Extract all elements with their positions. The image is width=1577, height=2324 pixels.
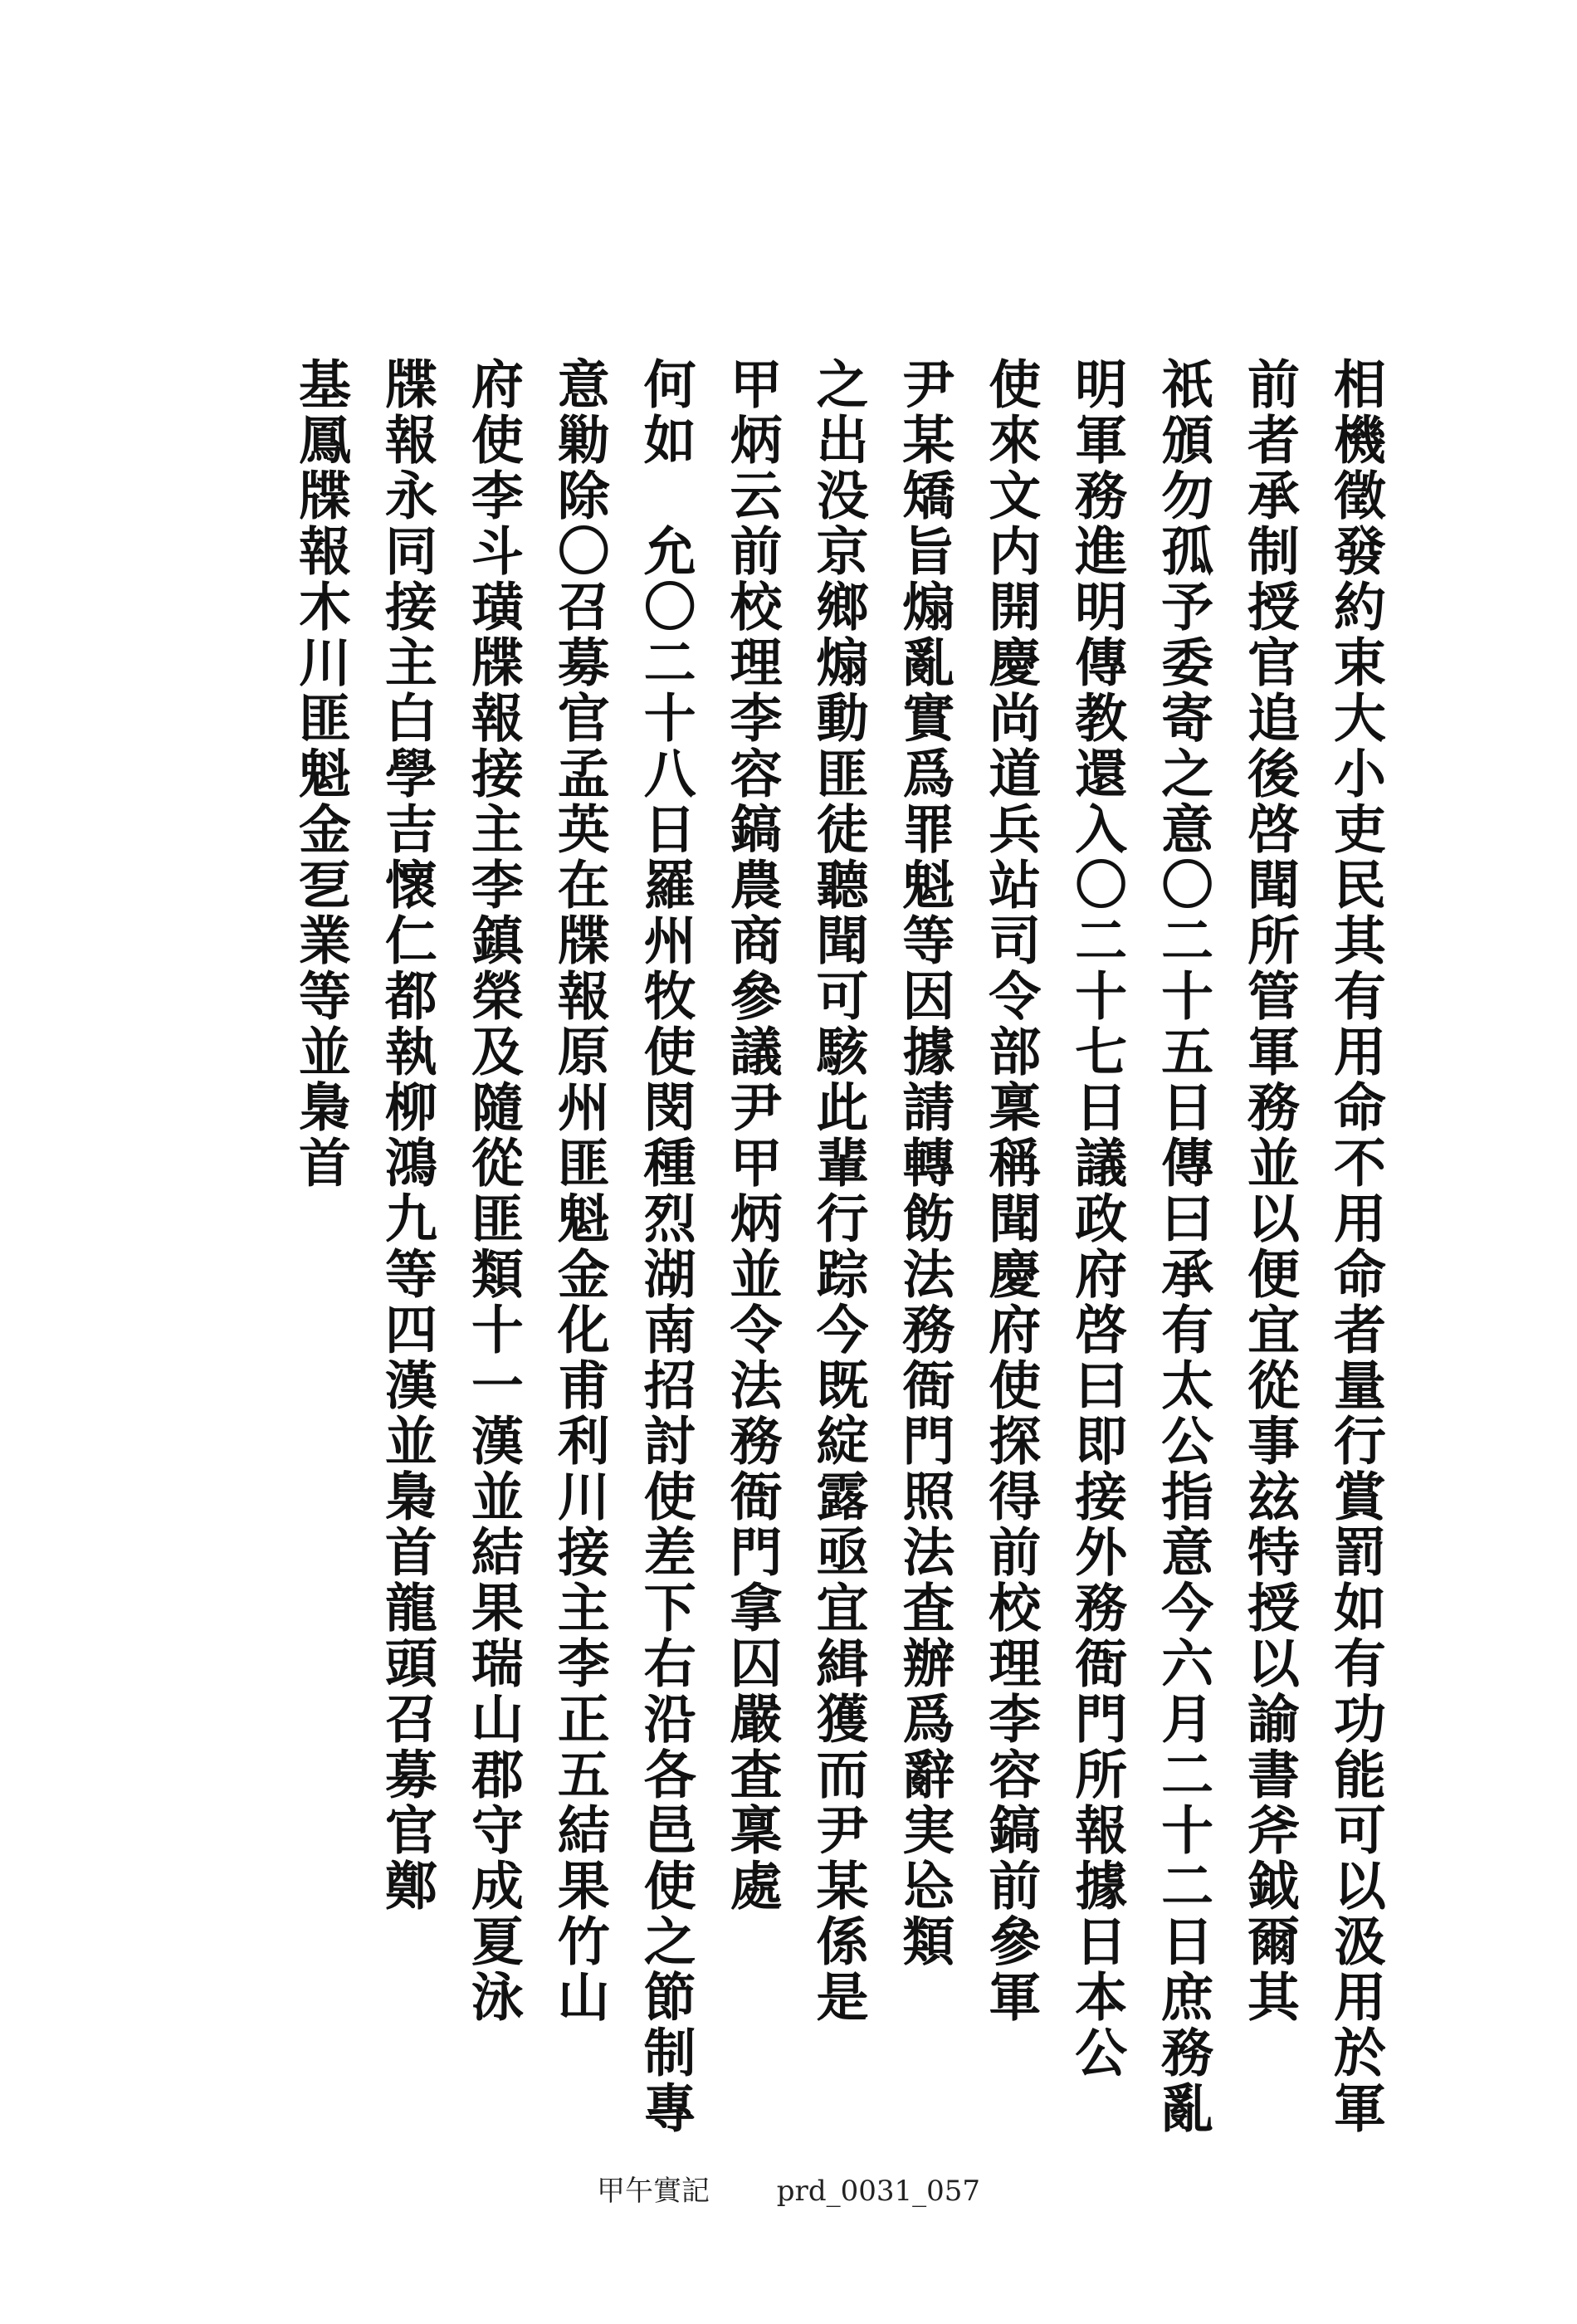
text-column: 意勦除〇召募官孟英在牒報原州匪魁金化甫利川接主李正五結果竹山 (549, 357, 611, 2025)
text-column: 使來文内開慶尚道兵站司令部稟稱聞慶府使探得前校理李容鎬前參軍 (980, 357, 1042, 2025)
text-column: 何如 允〇二十八日羅州牧使閔種烈湖南招討使差下右沿各邑使之節制專 (635, 357, 697, 2136)
text-column: 之出没京鄉煽動匪徒聽聞可駭此輩行踪今既綻露亟宜緝獲而尹某係是 (808, 357, 870, 2025)
page-id: prd_0031_057 (776, 2175, 981, 2208)
text-column: 相機徵發約束大小吏民其有用命不用命者量行賞罰如有功能可以汲用於軍 (1325, 357, 1387, 2136)
text-column: 基鳳牒報木川匪魁金乭業等並梟首 (290, 357, 352, 1191)
vertical-text-block (290, 357, 1387, 2136)
text-column: 牒報永同接主白學吉懷仁都執柳鴻九等四漢並梟首龍頭召募官鄭 (376, 357, 438, 1914)
text-column: 尹某矯旨煽亂實爲罪魁等因據請轉飭法務衙門照法査辦爲辭実㤀類 (894, 357, 956, 1970)
text-column: 府使李斗璜牒報接主李鎮榮及隨從匪類十一漢並結果瑞山郡守成夏泳 (462, 357, 525, 2025)
page-footer (0, 2168, 1577, 2209)
text-column: 前者承制授官追後啓聞所管軍務並以便宜從事玆特授以諭書斧鉞爾其 (1238, 357, 1301, 2025)
book-title: 甲午實記 (596, 2175, 710, 2208)
text-column: 明軍務進明傳教還入〇二十七日議政府啓曰即接外務衙門所報據日本公 (1067, 357, 1129, 2081)
text-column: 祇頒勿孤予委寄之意〇二十五日傳曰承有太公指意今六月二十二日庶務亂 (1153, 357, 1215, 2136)
text-column: 甲炳云前校理李容鎬農商參議尹甲炳並令法務衙門拿囚嚴査稟處 (721, 357, 784, 1914)
